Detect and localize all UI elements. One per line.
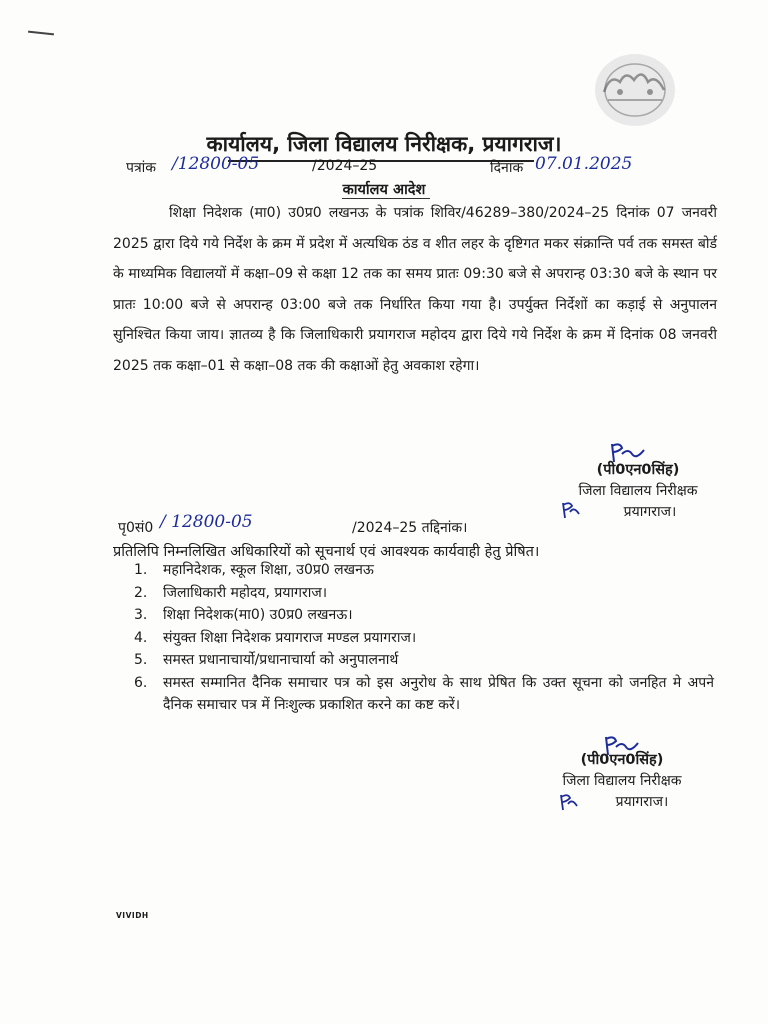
date-handwritten: 07.01.2025 [535, 154, 633, 174]
signatory-name: (पी0एन0सिंह) [596, 462, 680, 478]
signatory-place: प्रयागराज। [623, 504, 677, 520]
list-item: 5. समस्त प्रधानाचार्यो/प्रधानाचार्या को अनुपालनार्थ [134, 652, 399, 668]
footer-code: VIVIDH [116, 911, 149, 920]
signatory-designation: जिला विद्यालय निरीक्षक [562, 773, 682, 789]
list-item: 4. संयुक्त शिक्षा निदेशक प्रयागराज मण्डल प्रयागराज। [134, 629, 417, 646]
signatory-designation: जिला विद्यालय निरीक्षक [578, 483, 698, 499]
letter-year: /2024–25 [312, 158, 378, 174]
recipient-list [134, 559, 714, 717]
letter-number-handwritten: /12800-05 [172, 154, 260, 174]
office-title: कार्यालय, जिला विद्यालय निरीक्षक, प्रयागराज। [206, 132, 562, 156]
copy-to-intro: प्रतिलिपि निम्नलिखित अधिकारियों को सूचनार्थ एवं आवश्यक कार्यवाही हेतु प्रेषित। [113, 544, 540, 560]
list-item: 2. जिलाधिकारी महोदय, प्रयागराज। [134, 584, 328, 601]
list-item: 1. महानिदेशक, स्कूल शिक्षा, उ0प्र0 लखनऊ [134, 562, 374, 578]
letter-prefix: पत्रांक [126, 160, 157, 176]
date-label: दिनांक [490, 160, 524, 176]
initials-mark [560, 500, 582, 520]
signatory-name: (पी0एन0सिंह) [580, 752, 664, 768]
office-seal-stamp [590, 52, 676, 128]
endorsement-number-handwritten: / 12800-05 [160, 512, 253, 532]
order-body [113, 198, 717, 382]
endorsement-year: /2024–25 तद्दिनांक। [352, 520, 468, 536]
pen-mark [28, 31, 54, 36]
initials-mark [558, 792, 580, 812]
title-underline [228, 160, 534, 162]
endorsement-prefix: पृ0सं0 [118, 520, 154, 536]
order-paragraph: शिक्षा निदेशक (मा0) उ0प्र0 लखनऊ के पत्रांक शिविर/46289–380/2024–25 दिनांक 07 जनवरी 2025 द्वारा दिये गये निर्देश के क्रम में प्रदेश में अत्यधिक ठंड व शीत लहर के दृष्टिगत मकर संक्रान्ति पर्व तक समस्त बोर्ड के माध्यमिक विद्यालयों में कक्षा–09 से कक्षा 12 तक का समय प्रातः 09:30 बजे से अपरान्ह 03:30 बजे के स्थान पर प्रातः 10:00 बजे से अपरान्ह 03:00 बजे तक निर्धारित किया गया है। उपर्युक्त निर्देशों का कड़ाई से अनुपालन सुनिश्चित किया जाय। ज्ञातव्य है कि जिलाधिकारी प्रयागराज महोदय द्वारा दिये गये निर्देश के क्रम में दिनांक 08 जनवरी 2025 तक कक्षा–01 से कक्षा–08 तक की कक्षाओं हेतु अवकाश रहेगा। [113, 205, 717, 374]
list-item: 6. समस्त सम्मानित दैनिक समाचार पत्र को इस अनुरोध के साथ प्रेषित कि उक्त सूचना को जनहित मे अपने दैनिक समाचार पत्र में निःशुल्क प्रकाशित करने का कष्ट करें। [134, 674, 714, 713]
office-order-heading: कार्यालय आदेश [342, 182, 426, 198]
signatory-place: प्रयागराज। [615, 794, 669, 810]
list-item: 3. शिक्षा निदेशक(मा0) उ0प्र0 लखनऊ। [134, 607, 353, 623]
